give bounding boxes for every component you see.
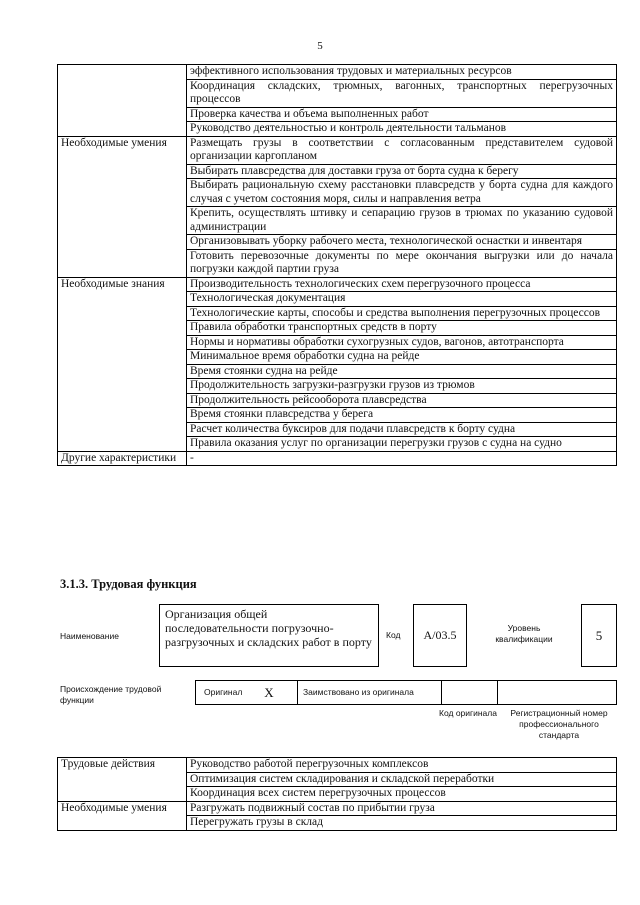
level-label: Уровень квалификации bbox=[495, 623, 553, 644]
section-heading: 3.1.3. Трудовая функция bbox=[60, 577, 197, 591]
code-label: Код bbox=[386, 630, 401, 640]
table-row bbox=[58, 801, 617, 816]
row-item: - bbox=[187, 451, 617, 466]
table-row bbox=[58, 136, 617, 164]
row-label: Другие характеристики bbox=[58, 451, 187, 466]
name-label: Наименование bbox=[60, 631, 119, 641]
row-label bbox=[58, 65, 187, 137]
row-item: Технологические карты, способы и средства выполнения перегрузочных процессов bbox=[187, 306, 617, 321]
actions-table bbox=[57, 757, 617, 831]
row-item: Время стоянки судна на рейде bbox=[187, 364, 617, 379]
code-original-caption: Код оригинала bbox=[439, 708, 497, 718]
row-item: Крепить, осуществлять штивку и сепарацию грузов в трюмах по указанию судовой администрации bbox=[187, 207, 617, 235]
row-item: Проверка качества и объема выполненных работ bbox=[187, 107, 617, 122]
row-label: Трудовые действия bbox=[58, 758, 187, 802]
level-value: 5 bbox=[595, 627, 603, 643]
row-item: Минимальное время обработки судна на рейде bbox=[187, 350, 617, 365]
row-item: Расчет количества буксиров для подачи плавсредств к борту судна bbox=[187, 422, 617, 437]
origin-strip bbox=[195, 680, 617, 705]
row-item: Правила оказания услуг по организации перегрузки грузов с судна на судно bbox=[187, 437, 617, 452]
original-label: Оригинал bbox=[204, 687, 243, 697]
row-item: Координация складских, трюмных, вагонных, транспортных перегрузочных процессов bbox=[187, 79, 617, 107]
row-item: Выбирать плавсредства для доставки груза от борта судна к берегу bbox=[187, 164, 617, 179]
competency-table bbox=[57, 64, 617, 466]
row-label: Необходимые умения bbox=[58, 136, 187, 277]
table-row bbox=[58, 65, 617, 80]
level-box bbox=[581, 604, 617, 667]
origin-divider bbox=[441, 680, 442, 705]
row-item: Продолжительность загрузки-разгрузки грузов из трюмов bbox=[187, 379, 617, 394]
row-item: Выбирать рациональную схему расстановки плавсредств у борта судна для каждого случая с учетом состояния моря, силы и направления ветра bbox=[187, 179, 617, 207]
page-number: 5 bbox=[317, 40, 323, 52]
origin-divider bbox=[497, 680, 498, 705]
row-item: Производительность технологических схем перегрузочного процесса bbox=[187, 277, 617, 292]
function-name-box bbox=[159, 604, 379, 667]
row-item: Нормы и нормативы обработки сухогрузных судов, вагонов, автотранспорта bbox=[187, 335, 617, 350]
row-label: Необходимые знания bbox=[58, 277, 187, 451]
row-item: Размещать грузы в соответствии с согласованным представителем судовой организации каргопланом bbox=[187, 136, 617, 164]
code-value: A/03.5 bbox=[423, 628, 457, 642]
row-item: эффективного использования трудовых и материальных ресурсов bbox=[187, 65, 617, 80]
row-item: Технологическая документация bbox=[187, 292, 617, 307]
table-row bbox=[58, 277, 617, 292]
reg-number-caption: Регистрационный номер профессионального стандарта bbox=[510, 708, 608, 740]
origin-divider bbox=[297, 680, 298, 705]
row-item: Продолжительность рейсооборота плавсредства bbox=[187, 393, 617, 408]
origin-label: Происхождение трудовой функции bbox=[60, 684, 162, 705]
table-row bbox=[58, 758, 617, 773]
row-label: Необходимые умения bbox=[58, 801, 187, 830]
row-item: Разгружать подвижный состав по прибытии груза bbox=[187, 801, 617, 816]
original-mark: X bbox=[264, 684, 274, 700]
borrowed-label: Заимствовано из оригинала bbox=[303, 687, 414, 697]
table-row bbox=[58, 451, 617, 466]
row-item: Руководство работой перегрузочных комплексов bbox=[187, 758, 617, 773]
row-item: Перегружать грузы в склад bbox=[187, 816, 617, 831]
row-item: Организовывать уборку рабочего места, технологической оснастки и инвентаря bbox=[187, 235, 617, 250]
row-item: Координация всех систем перегрузочных процессов bbox=[187, 787, 617, 802]
row-item: Правила обработки транспортных средств в порту bbox=[187, 321, 617, 336]
row-item: Время стоянки плавсредства у берега bbox=[187, 408, 617, 423]
function-name-value: Организация общей последовательности погрузочно-разгрузочных и складских работ в порту bbox=[165, 607, 372, 649]
row-item: Оптимизация систем складирования и складской переработки bbox=[187, 772, 617, 787]
code-box bbox=[413, 604, 467, 667]
row-item: Готовить перевозочные документы по мере окончания выгрузки или до начала погрузки каждой партии груза bbox=[187, 249, 617, 277]
row-item: Руководство деятельностью и контроль деятельности тальманов bbox=[187, 122, 617, 137]
